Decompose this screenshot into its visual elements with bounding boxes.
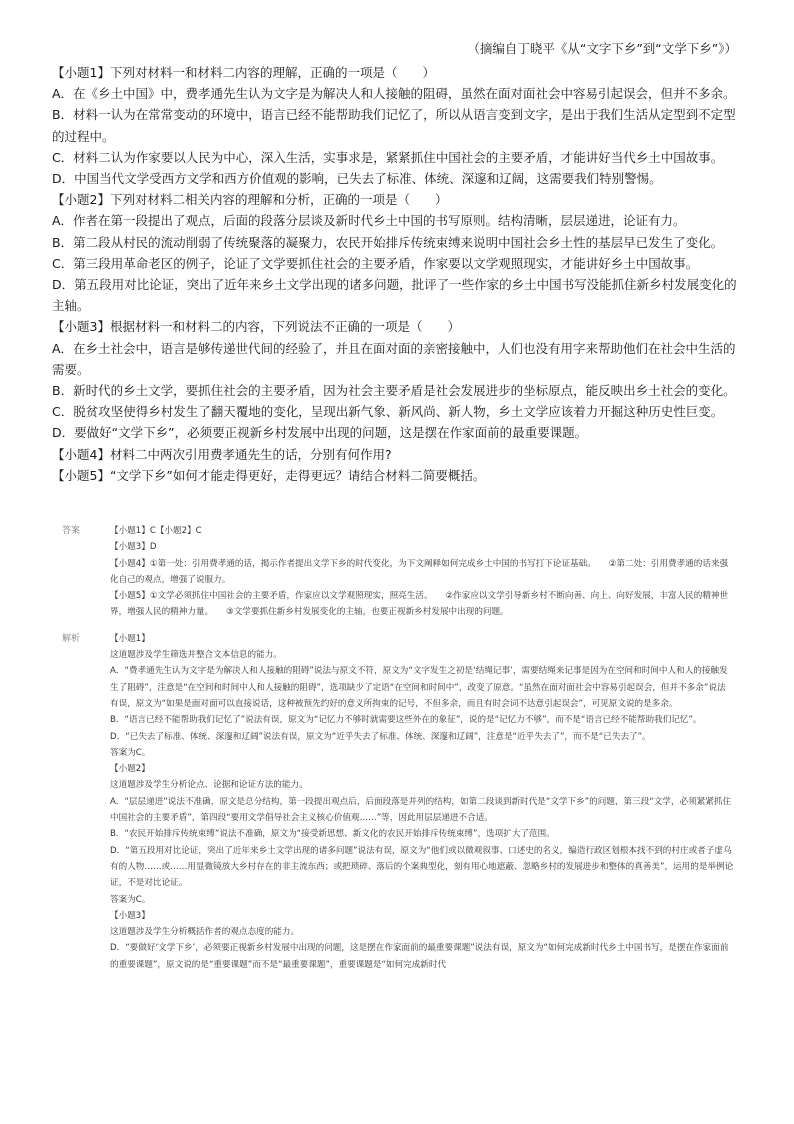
source-citation: （摘编自丁晓平《从“文字下乡”到“文学下乡”》）	[467, 41, 737, 56]
analysis-line: D．“第五段用对比论证，突出了近年来乡土文学出现的诸多问题”说法有误，原文为“他们或以微观叙事、口述史的名义，编造行政区划根本找不到的村庄或者子虚乌有的人物……或……用显微镜放大乡村存在的非主流东西；或把琐碎、落后的个案典型化，刻有用心地遮蔽、忽略乡村的发展进步和整体的真善美”，运用的是举例论证，不是对比论证。	[110, 845, 734, 889]
analysis-line: 这道题涉及学生筛选并整合文本信息的能力。	[110, 650, 282, 661]
analysis-block	[62, 631, 734, 973]
question-3-option-d: D．要做好“文学下乡”，必须要正视新乡村发展中出现的问题，这是摆在作家面前的最重要课题。	[52, 425, 588, 441]
analysis-line: D．“要做好‘文学下乡’，必须要正视新乡村发展中出现的问题，这是摆在作家面前的最重要课题”说法有误，原文为“如何完成新时代乡土中国书写，是摆在作家面前的重要课题”，原文说的是“重要课题”而不是“最重要课题”，重要课题是“如何完成新时代	[110, 943, 729, 970]
answer-line: 【小题4】①第一处：引用费孝通的话，揭示作者提出文学下乡的时代变化，为下文阐释如何完成乡土中国的书写打下论证基础。 ②第二处：引用费孝通的话来强化自己的观点，增强了说服力。	[110, 558, 729, 585]
analysis-line: 【小题3】	[110, 910, 150, 921]
question-5-stem: 【小题5】“文学下乡”如何才能走得更好，走得更远？请结合材料二简要概括。	[52, 467, 486, 483]
analysis-line: 【小题1】	[110, 633, 150, 644]
question-2-stem: 【小题2】下列对材料二相关内容的理解和分析，正确的一项是（ ）	[52, 192, 448, 208]
analysis-line: 答案为C。	[110, 747, 151, 758]
question-2-option-b: B．第二段从村民的流动削弱了传统聚落的凝聚力，农民开始排斥传统束缚来说明中国社会乡土性的基层早已发生了变化。	[52, 234, 724, 250]
answer-line: 【小题3】D	[110, 542, 157, 553]
question-1-stem: 【小题1】下列对材料一和材料二内容的理解，正确的一项是（ ）	[52, 65, 435, 80]
analysis-line: A．“费孝通先生认为文字是为解决人和人接触的阻碍”说法与原文不符，原文为“文字发生之初是‘结绳记事’，需要结绳来记事是因为在空间和时间中人和人的接触发生了阻碍”，注意是“在空间和时间中人和人接触的阻碍”，选项缺少了定语“在空间和时间中”，改变了原意。“虽然在面对面社会中容易引起误会，但并不多余”说法有误，原文为“如果是面对面可以直接说话，这种被预先约好的意义所拘束的记号，不但多余，而且有时会词不达意引起误会”，可见原文说的是多余。	[110, 666, 728, 709]
answer-section	[62, 523, 734, 973]
question-1-option-b: B．材料一认为在常常变动的环境中，语言已经不能帮助我们记忆了，所以从语言变到文字，是出于我们生活从定型到不定型的过程中。	[52, 107, 736, 144]
question-3-option-b: B．新时代的乡土文学，要抓住社会的主要矛盾，因为社会主要矛盾是社会发展进步的坐标原点，能反映出乡土社会的变化。	[52, 383, 736, 399]
answer-block	[62, 523, 734, 621]
question-2-option-a: A．作者在第一段提出了观点，后面的段落分层谈及新时代乡土中国的书写原则。结构清晰，层层递进，论证有力。	[52, 213, 686, 229]
analysis-line: A．“层层递进”说法不准确，原文是总分结构，第一段提出观点后，后面段落是并列的结构，如第二段谈到新时代是“文学下乡”的问题，第三段“文学，必须紧紧抓住中国社会的主要矛盾”，第四段“要用文学倡导社会主义核心价值观……”等，因此用层层递进不合适。	[110, 796, 732, 824]
analysis-line: 这道题涉及学生分析论点、论据和论证方法的能力。	[110, 780, 308, 791]
analysis-tag: 解析	[62, 633, 81, 644]
answer-tag: 答案	[62, 526, 81, 536]
question-4-stem: 【小题4】材料二中两次引用费孝通先生的话，分别有何作用?	[52, 446, 392, 462]
question-3-option-a: A．在乡土社会中，语言是够传递世代间的经验了，并且在面对面的亲密接触中，人们也没有用字来帮助他们在社会中生活的需要。	[52, 340, 736, 377]
question-1-option-c: C．材料二认为作家要以人民为中心，深入生活，实事求是，紧紧抓住中国社会的主要矛盾，才能讲好当代乡土中国故事。	[52, 149, 724, 165]
question-3-option-c: C．脱贫攻坚使得乡村发生了翻天覆地的变化，呈现出新气象、新风尚、新人物，乡土文学应该着力开掘这种历史性巨变。	[52, 404, 724, 420]
question-2-option-d: D．第五段用对比论证，突出了近年来乡土文学出现的诸多问题，批评了一些作家的乡土中国书写没能抓住新乡村发展变化的主轴。	[52, 277, 737, 314]
question-3-stem: 【小题3】根据材料一和材料二的内容，下列说法不正确的一项是（ ）	[52, 319, 460, 335]
analysis-line: B．“农民开始排斥传统束缚”说法不准确，原文为“接受新思想、新文化的农民开始排斥传统束缚”，选项扩大了范围。	[110, 829, 555, 840]
answer-line: 【小题1】C【小题2】C	[110, 526, 202, 536]
question-1-option-d: D．中国当代文学受西方文学和西方价值观的影响，已失去了标准、体统、深邃和辽阔，这需要我们特别警惕。	[52, 171, 662, 187]
analysis-line: D．“已失去了标准、体统、深邃和辽阔”说法有误，原文为“近乎失去了标准、体统、深邃和辽阔”，注意是“近乎失去了”，而不是“已失去了”。	[110, 731, 651, 742]
analysis-line: 答案为C。	[110, 894, 151, 905]
question-list	[52, 62, 744, 486]
answer-line: 【小题5】①文学必须抓住中国社会的主要矛盾，作家应以文学观照现实，照亮生活。 ②作家应以文学引导新乡村不断向善、向上、向好发展，丰富人民的精神世界，增强人民的精神力量。 ③文学要抓住新乡村发展变化的主轴，也要正视新乡村发展中出现的问题。	[110, 591, 729, 618]
analysis-line: 【小题2】	[110, 764, 150, 775]
question-1-option-a: A．在《乡土中国》中，费孝通先生认为文字是为解决人和人接触的阻碍，虽然在面对面社会中容易引起误会，但并不多余。	[52, 86, 736, 102]
question-2-option-c: C．第三段用革命老区的例子，论证了文学要抓住社会的主要矛盾，作家要以文学观照现实，才能讲好乡土中国故事。	[52, 255, 699, 271]
analysis-line: 这道题涉及学生分析概括作者的观点态度的能力。	[110, 927, 300, 938]
analysis-line: B．“语言已经不能帮助我们记忆了”说法有误，原文为“记忆力不够时就需要这些外在的象征”，说的是“记忆力不够”，而不是“语言已经不能帮助我们记忆”。	[110, 715, 702, 726]
